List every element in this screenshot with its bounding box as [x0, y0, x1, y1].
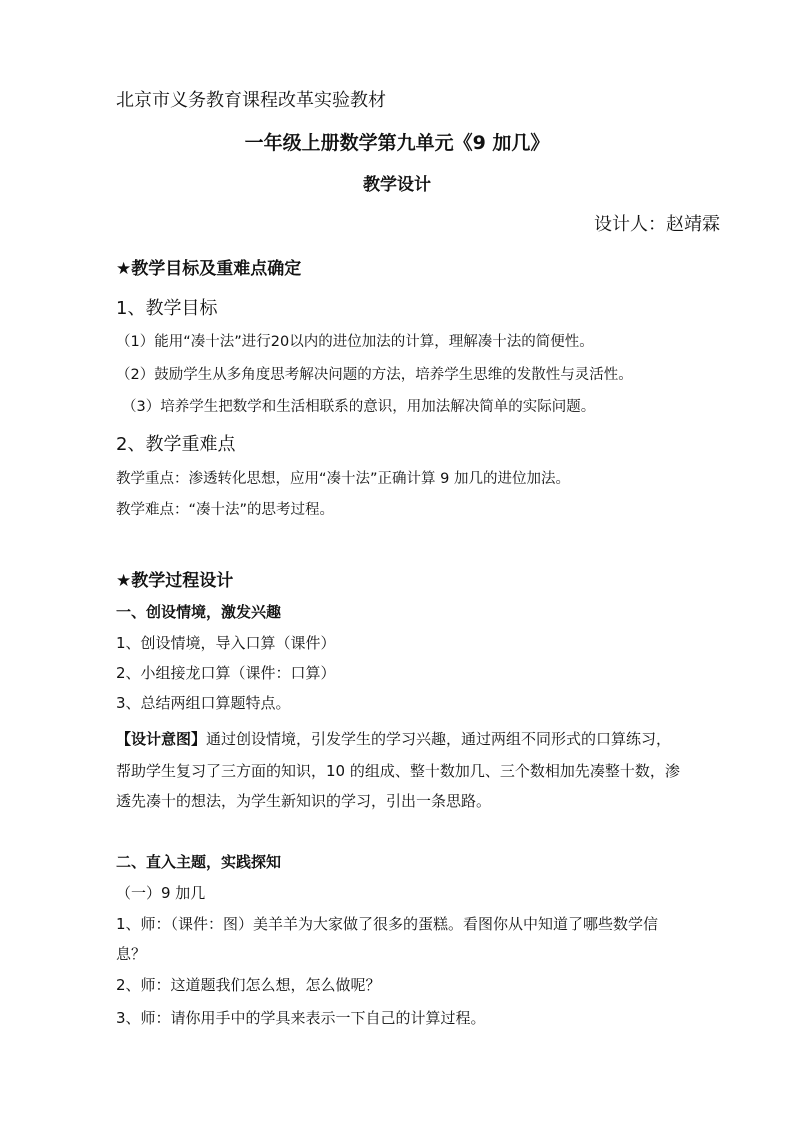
design-intent-line	[116, 728, 671, 749]
key-points-heading: 2、教学重难点	[116, 434, 236, 455]
section-heading-goals: ★教学目标及重难点确定	[116, 259, 302, 279]
part1-item: 3、总结两组口算题特点。	[116, 694, 291, 712]
goal-item: （2）鼓励学生从多角度思考解决问题的方法，培养学生思维的发散性与灵活性。	[116, 367, 633, 383]
goals-heading: 1、教学目标	[116, 298, 218, 319]
part2-item: 2、师：这道题我们怎么想，怎么做呢？	[116, 976, 381, 994]
key-point-item: 教学重点：渗透转化思想，应用“凑十法”正确计算 9 加几的进位加法。	[116, 471, 570, 487]
design-intent-text: 通过创设情境，引发学生的学习兴趣，通过两组不同形式的口算练习，	[206, 730, 672, 748]
section-heading-process: ★教学过程设计	[116, 571, 234, 591]
goal-item: （1）能用“凑十法”进行20以内的进位加法的计算，理解凑十法的简便性。	[116, 334, 594, 350]
key-point-item: 教学难点：“凑十法”的思考过程。	[116, 502, 335, 518]
part1-item: 1、创设情境，导入口算（课件）	[116, 634, 336, 652]
part2-item: 1、师：（课件：图）美羊羊为大家做了很多的蛋糕。看图你从中知道了哪些数学信	[116, 915, 659, 933]
part1-item: 2、小组接龙口算（课件：口算）	[116, 664, 336, 682]
design-intent-line: 透先凑十的想法，为学生新知识的学习，引出一条思路。	[116, 792, 492, 810]
part2-item: 3、师：请你用手中的学具来表示一下自己的计算过程。	[116, 1009, 486, 1027]
design-intent-line: 帮助学生复习了三方面的知识，10 的组成、整十数加几、三个数相加先凑整十数，渗	[116, 762, 680, 780]
part1-heading: 一、创设情境，激发兴趣	[116, 603, 282, 621]
author-line: 设计人：赵靖霖	[594, 214, 720, 235]
part2-subheading: （一）9 加几	[116, 884, 206, 902]
textbook-series-header: 北京市义务教育课程改革实验教材	[116, 90, 386, 111]
goal-item: （3）培养学生把数学和生活相联系的意识，用加法解决简单的实际问题。	[122, 399, 596, 415]
design-intent-label: 【设计意图】	[116, 730, 207, 748]
part2-item: 息？	[116, 945, 147, 963]
document-title: 一年级上册数学第九单元《9 加几》	[244, 132, 550, 154]
document-subtitle: 教学设计	[363, 175, 431, 195]
part2-heading: 二、直入主题，实践探知	[116, 853, 282, 871]
